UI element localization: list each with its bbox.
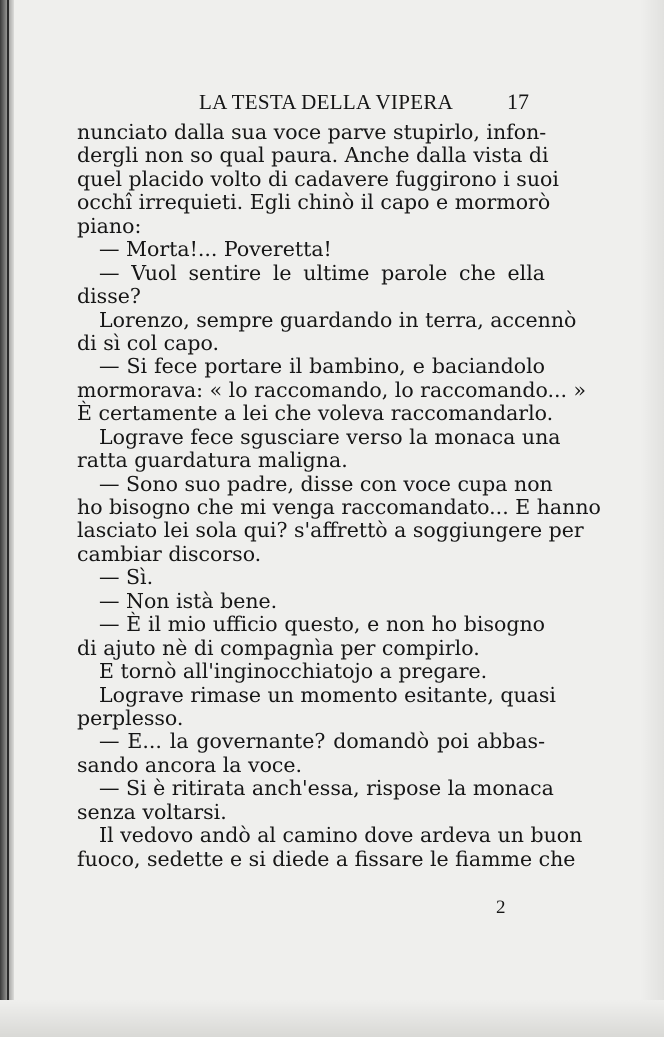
text-line: quel placido volto di cadavere fuggirono i suoi bbox=[77, 166, 559, 191]
text-line: E tornò all'inginocchiatojo a pregare. bbox=[99, 659, 488, 684]
page-edge-shading bbox=[640, 0, 664, 1037]
text-line: — Morta!... Poveretta! bbox=[99, 237, 332, 262]
text-line: Lorenzo, sempre guardando in terra, accennò bbox=[99, 307, 577, 332]
text-line: — Si fece portare il bambino, e baciandolo bbox=[99, 354, 545, 379]
text-line: fuoco, sedette e si diede a fissare le fiamme che bbox=[77, 846, 576, 871]
text-line: — Sì. bbox=[99, 565, 154, 590]
text-line: — Sono suo padre, disse con voce cupa non bbox=[99, 471, 553, 496]
signature-mark: 2 bbox=[496, 897, 506, 918]
text-line: ho bisogno che mi venga raccomandato... E hanno bbox=[77, 495, 601, 519]
page-spine-edge bbox=[7, 0, 9, 1037]
text-line: Il vedovo andò al camino dove ardeva un buon bbox=[99, 823, 583, 848]
running-title: LA TESTA DELLA VIPERA bbox=[199, 90, 454, 114]
text-line: dergli non so qual paura. Anche dalla vista di bbox=[77, 143, 549, 168]
text-line: sando ancora la voce. bbox=[77, 752, 303, 777]
text-line: Lograve rimase un momento esitante, quasi bbox=[99, 682, 556, 707]
page-number: 17 bbox=[507, 89, 529, 114]
text-line: di ajuto nè di compagnìa per compirlo. bbox=[77, 635, 480, 660]
page-bottom-margin bbox=[0, 1000, 664, 1037]
text-line: È certamente a lei che voleva raccomandarlo. bbox=[77, 401, 554, 426]
text-line: lasciato lei sola qui? s'affrettò a soggiungere per bbox=[77, 518, 584, 543]
page-header bbox=[77, 87, 545, 117]
text-line: — È il mio ufficio questo, e non ho bisogno bbox=[99, 612, 545, 637]
text-line: cambiar discorso. bbox=[77, 541, 262, 566]
text-line: — Non istà bene. bbox=[99, 588, 278, 613]
text-line: Lograve fece sgusciare verso la monaca una bbox=[99, 424, 561, 449]
text-line: perplesso. bbox=[77, 705, 184, 730]
text-line: — Si è ritirata anch'essa, rispose la monaca bbox=[99, 776, 554, 801]
text-line: — Vuol sentire le ultime parole che ella bbox=[99, 260, 545, 285]
text-line: nunciato dalla sua voce parve stupirlo, infon- bbox=[77, 120, 547, 144]
text-line: disse? bbox=[77, 284, 141, 309]
text-line: senza voltarsi. bbox=[77, 799, 227, 824]
body-text bbox=[77, 120, 601, 871]
text-line: occhî irrequieti. Egli chinò il capo e mormorò bbox=[77, 190, 551, 215]
text-line: di sì col capo. bbox=[77, 330, 220, 355]
text-line: piano: bbox=[77, 213, 142, 238]
text-line: — E... la governante? domandò poi abbas- bbox=[99, 729, 545, 754]
text-line: ratta guardatura maligna. bbox=[77, 448, 348, 473]
text-line: mormorava: « lo raccomando, lo raccomando... » bbox=[77, 377, 587, 402]
